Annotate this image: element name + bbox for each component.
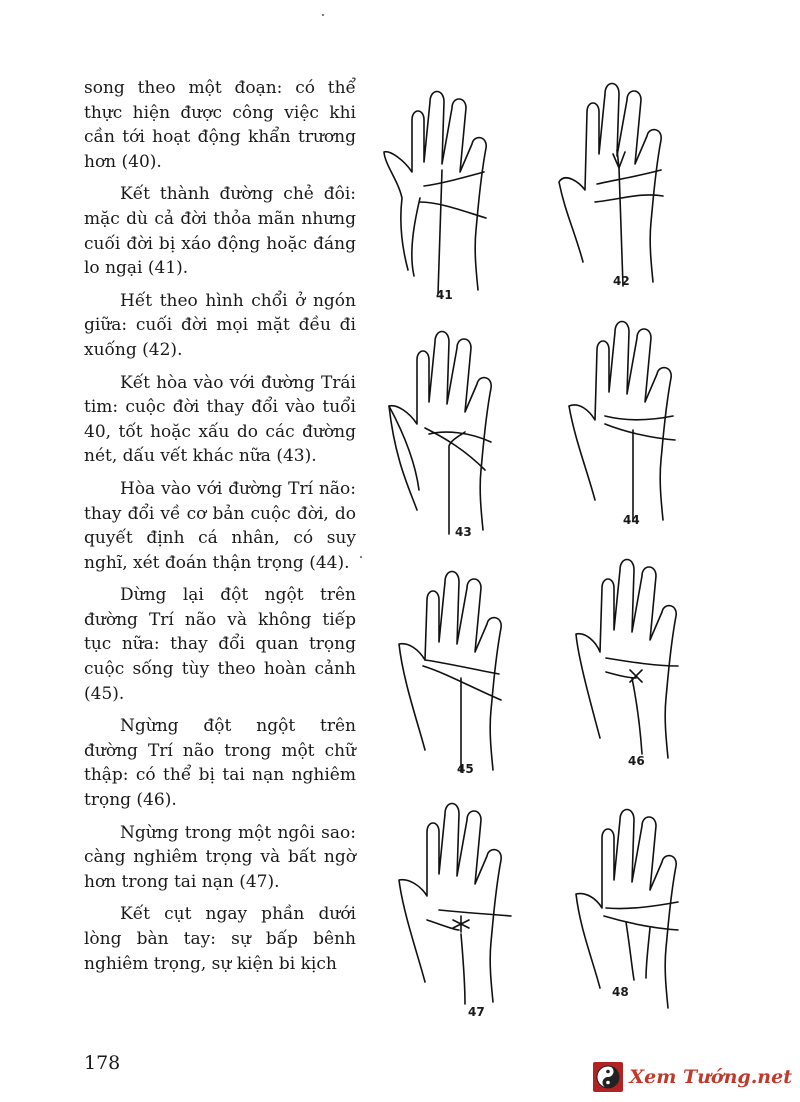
figure-number: 47 [468, 1005, 485, 1019]
palm-drawing [385, 320, 525, 540]
palm-figure-42 [555, 72, 695, 292]
palm-drawing [395, 560, 535, 780]
paragraph: Ngừng đột ngột trên đường Trí não trong một chữ thập: có thể bị tai nạn nghiêm trọng (46). [84, 716, 356, 811]
page-number: 178 [84, 1052, 121, 1074]
palm-figure-47 [395, 792, 535, 1019]
figure-number: 46 [628, 754, 645, 768]
palm-drawing [380, 80, 520, 300]
speck [360, 556, 362, 558]
figure-number: 41 [436, 288, 453, 302]
figure-number: 48 [612, 985, 629, 999]
watermark-text: Xem Tướng.net [629, 1066, 792, 1088]
palm-figure-45 [395, 560, 535, 780]
palm-figure-48 [570, 798, 710, 1018]
palm-drawing [555, 72, 695, 292]
site-watermark [593, 1062, 792, 1092]
palm-drawing [395, 792, 535, 1012]
figure-number: 45 [457, 762, 474, 776]
paragraph: Kết cụt ngay phần dưới lòng bàn tay: sự bấp bênh nghiêm trọng, sự kiện bi kịch [84, 904, 356, 974]
figure-number: 43 [455, 525, 472, 539]
figure-number: 42 [613, 274, 630, 288]
paragraph: Ngừng trong một ngôi sao: càng nghiêm trọng và bất ngờ hơn trong tai nạn (47). [84, 822, 356, 892]
paragraph: Kết hòa vào với đường Trái tim: cuộc đời thay đổi vào tuổi 40, tốt hoặc xấu do các đường nét, dấu vết khác nữa (43). [84, 372, 356, 467]
paragraph: Dừng lại đột ngột trên đường Trí não và không tiếp tục nữa: thay đổi quan trọng cuộc sống tùy theo hoàn cảnh (45). [84, 585, 356, 704]
palm-figure-44 [565, 310, 705, 530]
palm-figures [380, 80, 710, 1030]
paragraph: song theo một đoạn: có thể thực hiện được công việc khi cần tới hoạt động khẩn trương hơn (40). [84, 78, 356, 172]
palm-figure-46 [570, 548, 710, 768]
speck [322, 14, 324, 16]
text-column [84, 76, 356, 984]
palm-drawing [565, 310, 705, 530]
paragraph: Hòa vào với đường Trí não: thay đổi về cơ bản cuộc đời, do quyết định cá nhân, có suy nghĩ, xét đoán thận trọng (44). [84, 478, 356, 573]
figure-number: 44 [623, 513, 640, 527]
paragraph: Kết thành đường chẻ đôi: mặc dù cả đời thỏa mãn nhưng cuối đời bị xáo động hoặc đáng lo ngại (41). [84, 184, 356, 279]
yin-yang-icon [593, 1062, 623, 1092]
palm-figure-41 [380, 80, 520, 300]
palm-drawing [570, 548, 710, 768]
palm-drawing [570, 798, 710, 1018]
palm-figure-43 [385, 320, 525, 540]
paragraph: Hết theo hình chổi ở ngón giữa: cuối đời mọi mặt đều đi xuống (42). [84, 290, 356, 360]
